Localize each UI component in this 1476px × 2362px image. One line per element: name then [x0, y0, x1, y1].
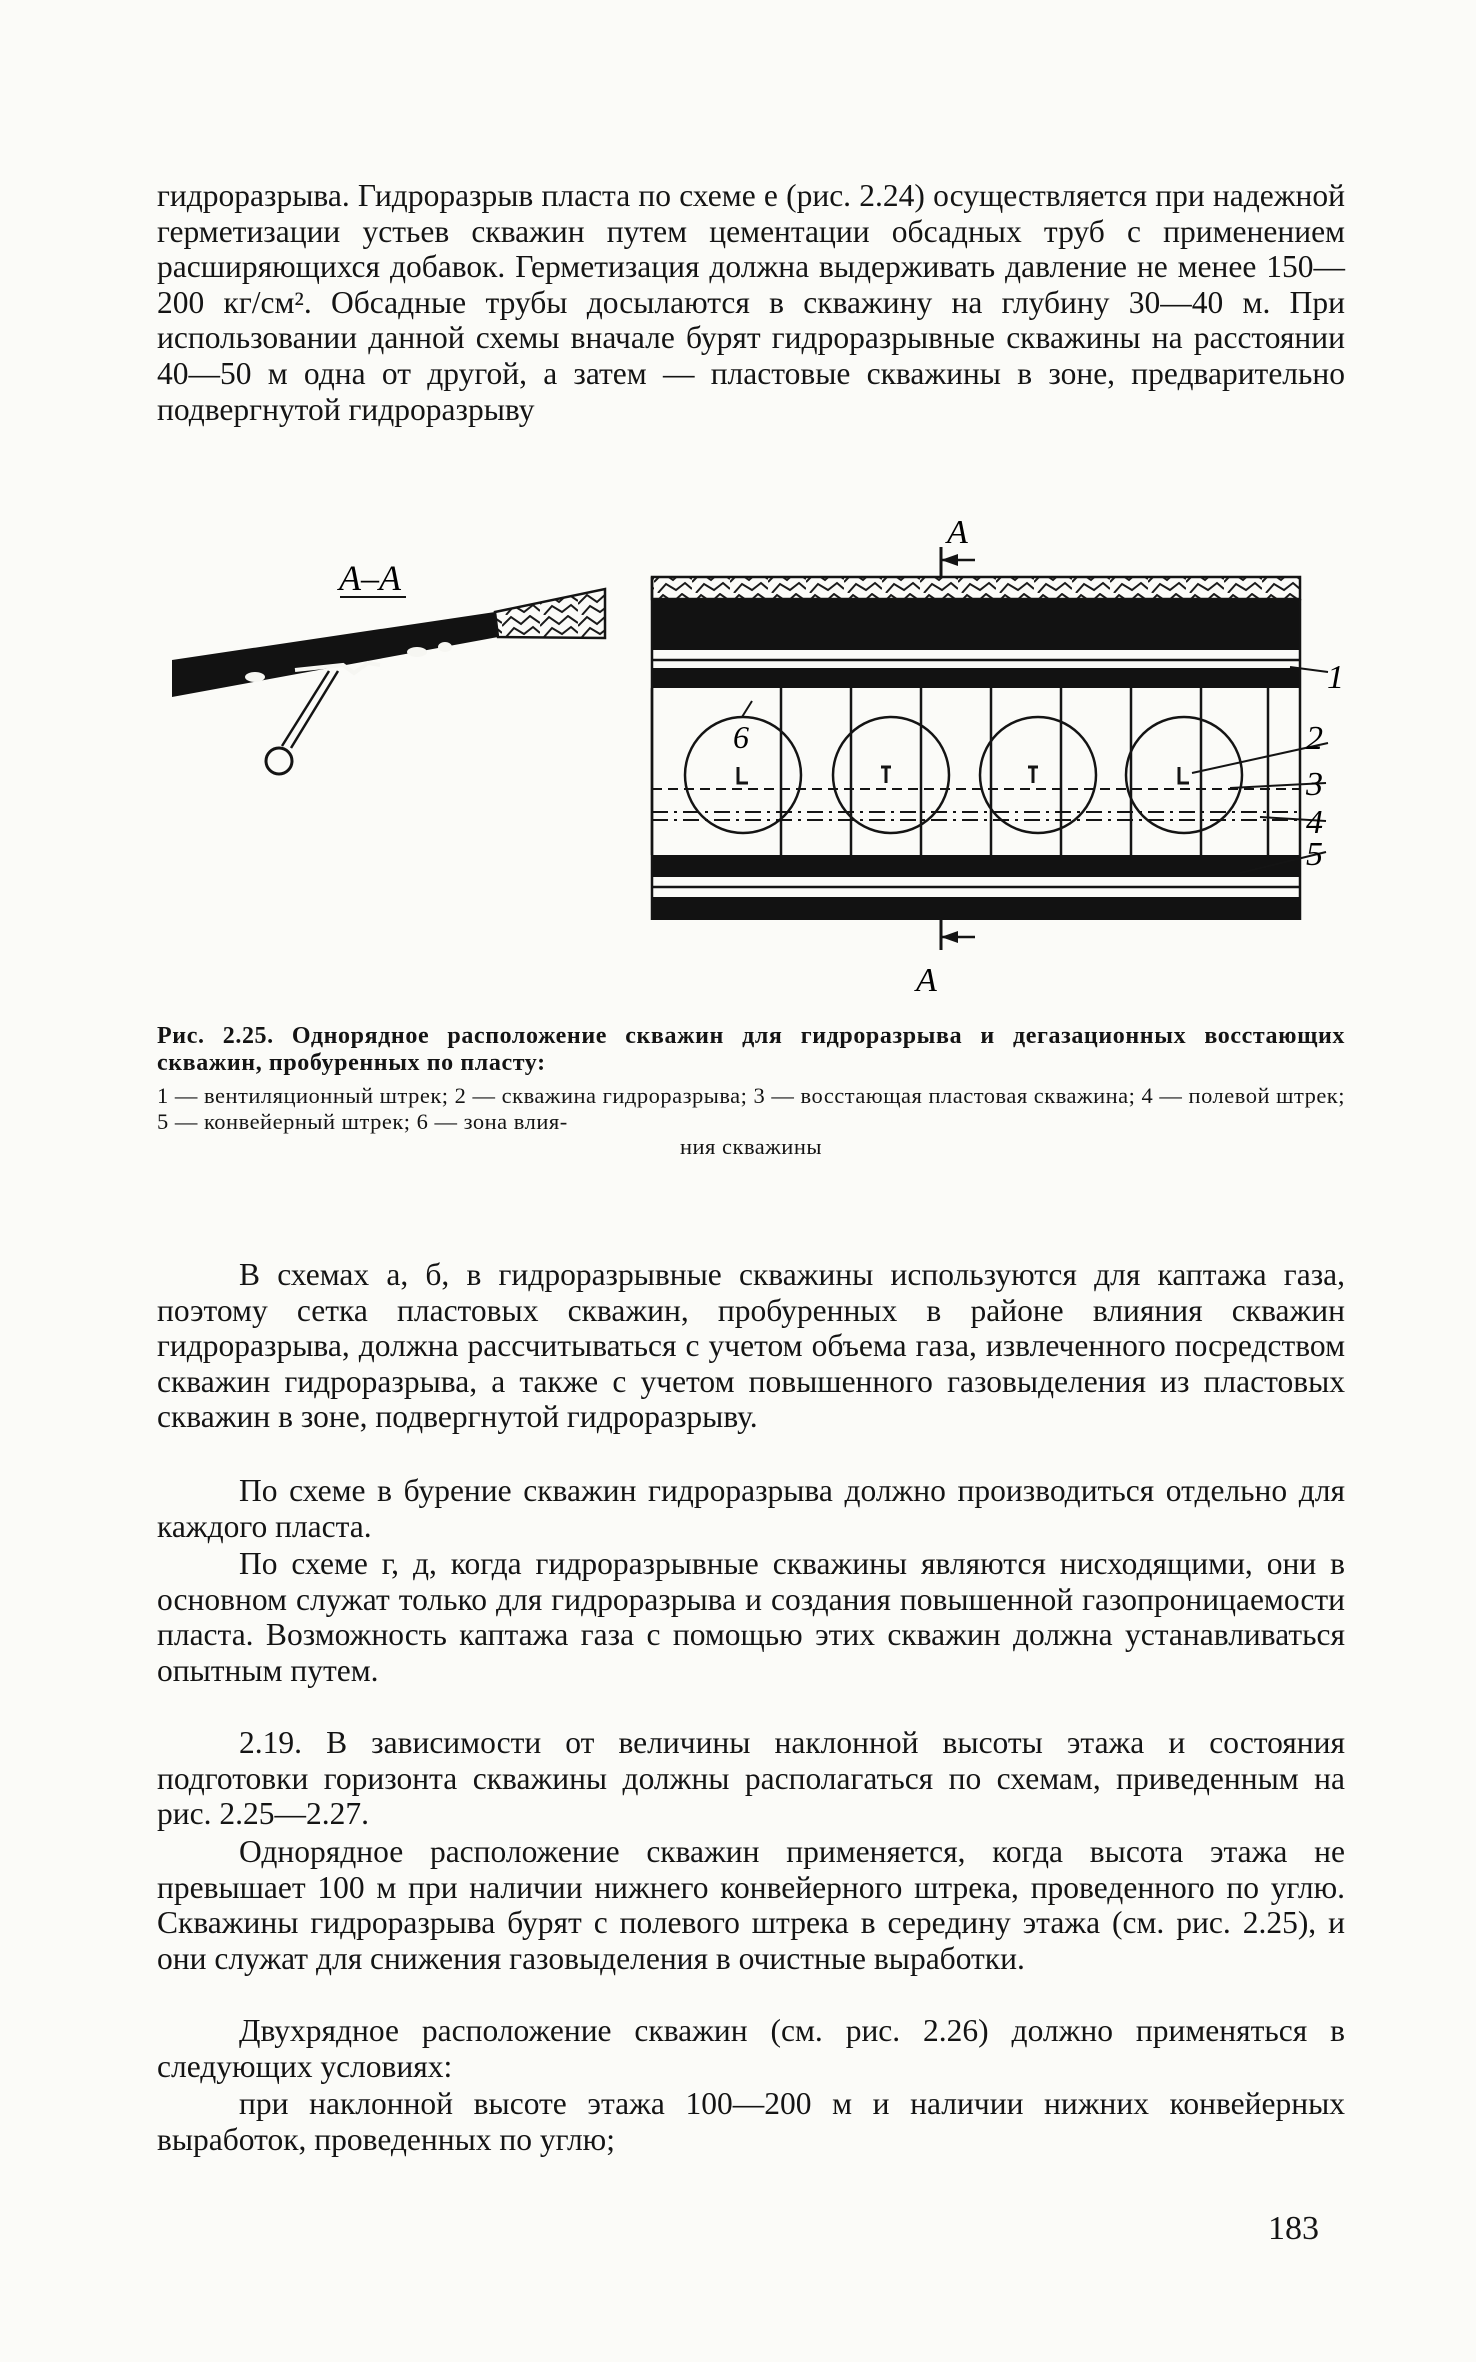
zone-label: 6 — [733, 719, 749, 755]
rock-fill-section — [495, 589, 605, 638]
drift-hole — [438, 642, 452, 652]
rock-band — [652, 577, 1300, 599]
callout-1: 1 — [1327, 659, 1344, 696]
paragraph-5: Однорядное расположение скважин применяется, когда высота этажа не превышает 100 м при наличии нижнего конвейерного штрека, проведенного по углю. Скважины гидроразрыва бурят с полевого штрека в середину этажа (см. рис. 2.25), и они служат для снижения газовыделения в очистные выработки. — [157, 1834, 1345, 1976]
paragraph-3: По схеме г, д, когда гидроразрывные скважины являются нисходящими, они в основном служат только для гидроразрыва и создания повышенной газопроницаемости пласта. Возможность каптажа газа с помощью этих скважин должна устанавливаться опытным путем. — [157, 1546, 1345, 1688]
section-cut-bottom — [914, 920, 975, 999]
coal-band — [652, 599, 1300, 650]
zone-leader — [742, 701, 752, 717]
section-cut-top — [941, 514, 975, 577]
page-number: 183 — [1268, 2210, 1319, 2247]
field-drift — [266, 748, 292, 774]
plan-view — [652, 514, 1344, 999]
fracture-wells — [738, 767, 1189, 783]
seam-layer — [172, 612, 498, 697]
section-label: А–А — [339, 558, 401, 598]
callout-2: 2 — [1306, 720, 1323, 757]
paragraph-2: По схеме в бурение скважин гидроразрыва должно производиться отдельно для каждого пласта. — [157, 1473, 1345, 1544]
borehole — [291, 671, 338, 748]
coal-band — [652, 668, 1300, 688]
figure-2-25 — [160, 505, 1344, 1005]
section-a-a — [172, 558, 605, 774]
paragraph-4: 2.19. В зависимости от величины наклонной высоты этажа и состояния подготовки горизонта скважины должны располагаться по схемам, приведенным на рис. 2.25—2.27. — [157, 1725, 1345, 1832]
cut-label-bottom: А — [916, 962, 937, 999]
paragraph-1: В схемах а, б, в гидроразрывные скважины используются для каптажа газа, поэтому сетка пластовых скважин, пробуренных в районе влияния скважин гидроразрыва, должна рассчитываться с учетом объема газа, извлеченного посредством скважин гидроразрыва, а также с учетом повышенного газовыделения из пластовых скважин в зоне, подвергнутой гидроразрыву. — [157, 1257, 1345, 1435]
borehole — [282, 671, 329, 746]
callout-5: 5 — [1306, 836, 1323, 873]
callout-4: 4 — [1306, 804, 1323, 841]
paragraph-intro: гидроразрыва. Гидроразрыв пласта по схеме е (рис. 2.24) осуществляется при надежной герметизации устьев скважин путем цементации обсадных труб с применением расширяющихся добавок. Герметизация должна выдерживать давление не менее 150—200 кг/см². Обсадные трубы досылаются в скважину на глубину 30—40 м. При использовании данной схемы вначале бурят гидроразрывные скважины на расстоянии 40—50 м одна от другой, а затем — пластовые скважины в зоне, предварительно подвергнутой гидроразрыву — [157, 178, 1345, 427]
figure-caption-legend — [157, 1083, 1345, 1160]
callout-3: 3 — [1306, 766, 1323, 803]
paragraph-7: при наклонной высоте этажа 100—200 м и наличии нижних конвейерных выработок, проведенных по углю; — [157, 2086, 1345, 2157]
coal-band — [652, 897, 1300, 920]
influence-zones — [685, 717, 1242, 833]
paragraph-6: Двухрядное расположение скважин (см. рис. 2.26) должно применяться в следующих условиях: — [157, 2013, 1345, 2084]
drift-hole — [245, 672, 265, 682]
zone-circle — [1126, 717, 1242, 833]
legend-text: 1 — вентиляционный штрек; 2 — скважина гидроразрыва; 3 — восстающая пластовая скважина; 4 — полевой штрек; 5 — конвейерный штрек; 6 — зона влия- — [157, 1083, 1345, 1134]
cut-label-top: А — [947, 514, 968, 551]
coal-band — [652, 855, 1300, 877]
figure-caption-title: Рис. 2.25. Однорядное расположение скважин для гидроразрыва и дегазационных восстающих скважин, пробуренных по пласту: — [157, 1023, 1345, 1076]
zone-circle — [980, 717, 1096, 833]
legend-text-end: ния скважины — [679, 1134, 823, 1159]
drift-hole — [407, 647, 427, 657]
